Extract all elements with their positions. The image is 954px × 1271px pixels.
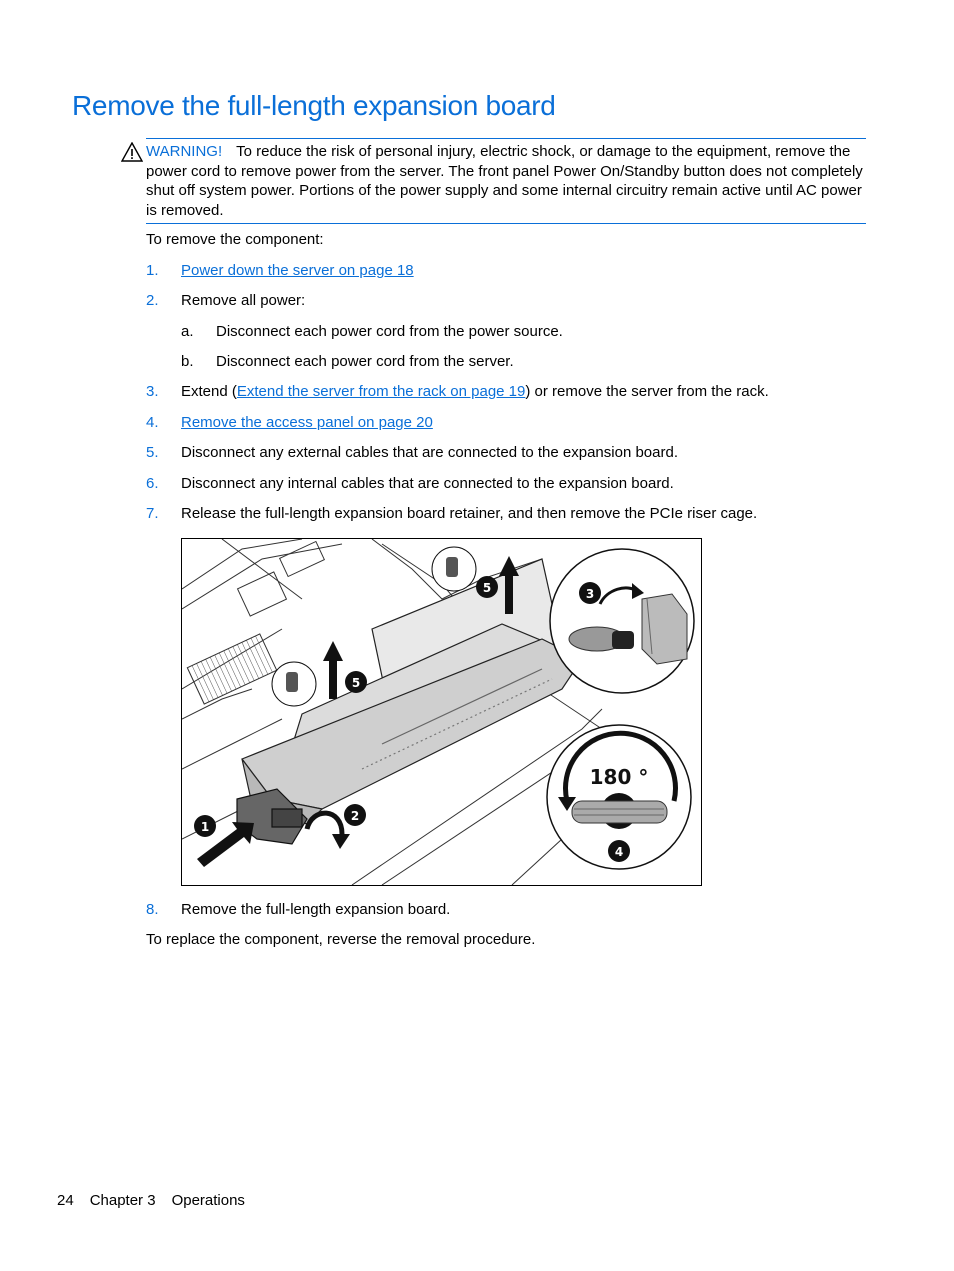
substep-letter: b. bbox=[181, 353, 194, 370]
removal-illustration bbox=[181, 538, 702, 886]
step-text: Disconnect any external cables that are connected to the expansion board. bbox=[181, 444, 678, 461]
step-text: Disconnect any internal cables that are connected to the expansion board. bbox=[181, 475, 674, 492]
step-text: Release the full-length expansion board retainer, and then remove the PCIe riser cage. bbox=[181, 505, 758, 522]
extend-server-link[interactable]: Extend the server from the rack on page 19 bbox=[236, 383, 526, 400]
step-text: Disconnect each power cord from the server. bbox=[216, 353, 514, 370]
page-footer bbox=[57, 1192, 261, 1209]
page-number: 24 bbox=[57, 1192, 74, 1209]
callout-3: 3 bbox=[585, 587, 595, 601]
step-text: Remove all power: bbox=[181, 292, 306, 309]
intro-text: To remove the component: bbox=[146, 231, 324, 248]
step-number: 3. bbox=[146, 383, 159, 400]
server-diagram bbox=[182, 539, 701, 885]
step-text: Extend ( bbox=[181, 383, 237, 400]
substep-letter: a. bbox=[181, 323, 194, 340]
callout-5-second: 5 bbox=[482, 581, 492, 595]
step-number: 5. bbox=[146, 444, 159, 461]
warning-box bbox=[146, 138, 866, 224]
step-text: ) or remove the server from the rack. bbox=[525, 383, 769, 400]
step-number: 2. bbox=[146, 292, 159, 309]
callout-5: 5 bbox=[351, 676, 361, 690]
rotation-label: 180 ° bbox=[589, 765, 649, 789]
step-number: 8. bbox=[146, 901, 159, 918]
callout-2: 2 bbox=[350, 809, 360, 823]
step-number: 6. bbox=[146, 475, 159, 492]
page-title: Remove the full-length expansion board bbox=[72, 90, 556, 121]
closing-text: To replace the component, reverse the removal procedure. bbox=[146, 931, 536, 948]
step-number: 1. bbox=[146, 262, 159, 279]
access-panel-link[interactable]: Remove the access panel on page 20 bbox=[181, 414, 433, 431]
section-label: Operations bbox=[171, 1192, 245, 1209]
step-text: Disconnect each power cord from the power source. bbox=[216, 323, 563, 340]
warning-triangle-icon bbox=[121, 142, 143, 162]
callout-1: 1 bbox=[200, 820, 210, 834]
warning-label: WARNING! bbox=[146, 143, 223, 160]
warning-text: To reduce the risk of personal injury, electric shock, or damage to the equipment, remove the power cord to remove power from the server. The front panel Power On/Standby button does not completely shut off system power. Portions of the power supply and some internal circuitry remain active until AC power is removed. bbox=[146, 143, 863, 219]
step-number: 4. bbox=[146, 414, 159, 431]
chapter-label: Chapter 3 bbox=[89, 1192, 156, 1209]
step-text: Remove the full-length expansion board. bbox=[181, 901, 451, 918]
callout-4: 4 bbox=[614, 845, 624, 859]
power-down-link[interactable]: Power down the server on page 18 bbox=[181, 262, 414, 279]
step-number: 7. bbox=[146, 505, 159, 522]
